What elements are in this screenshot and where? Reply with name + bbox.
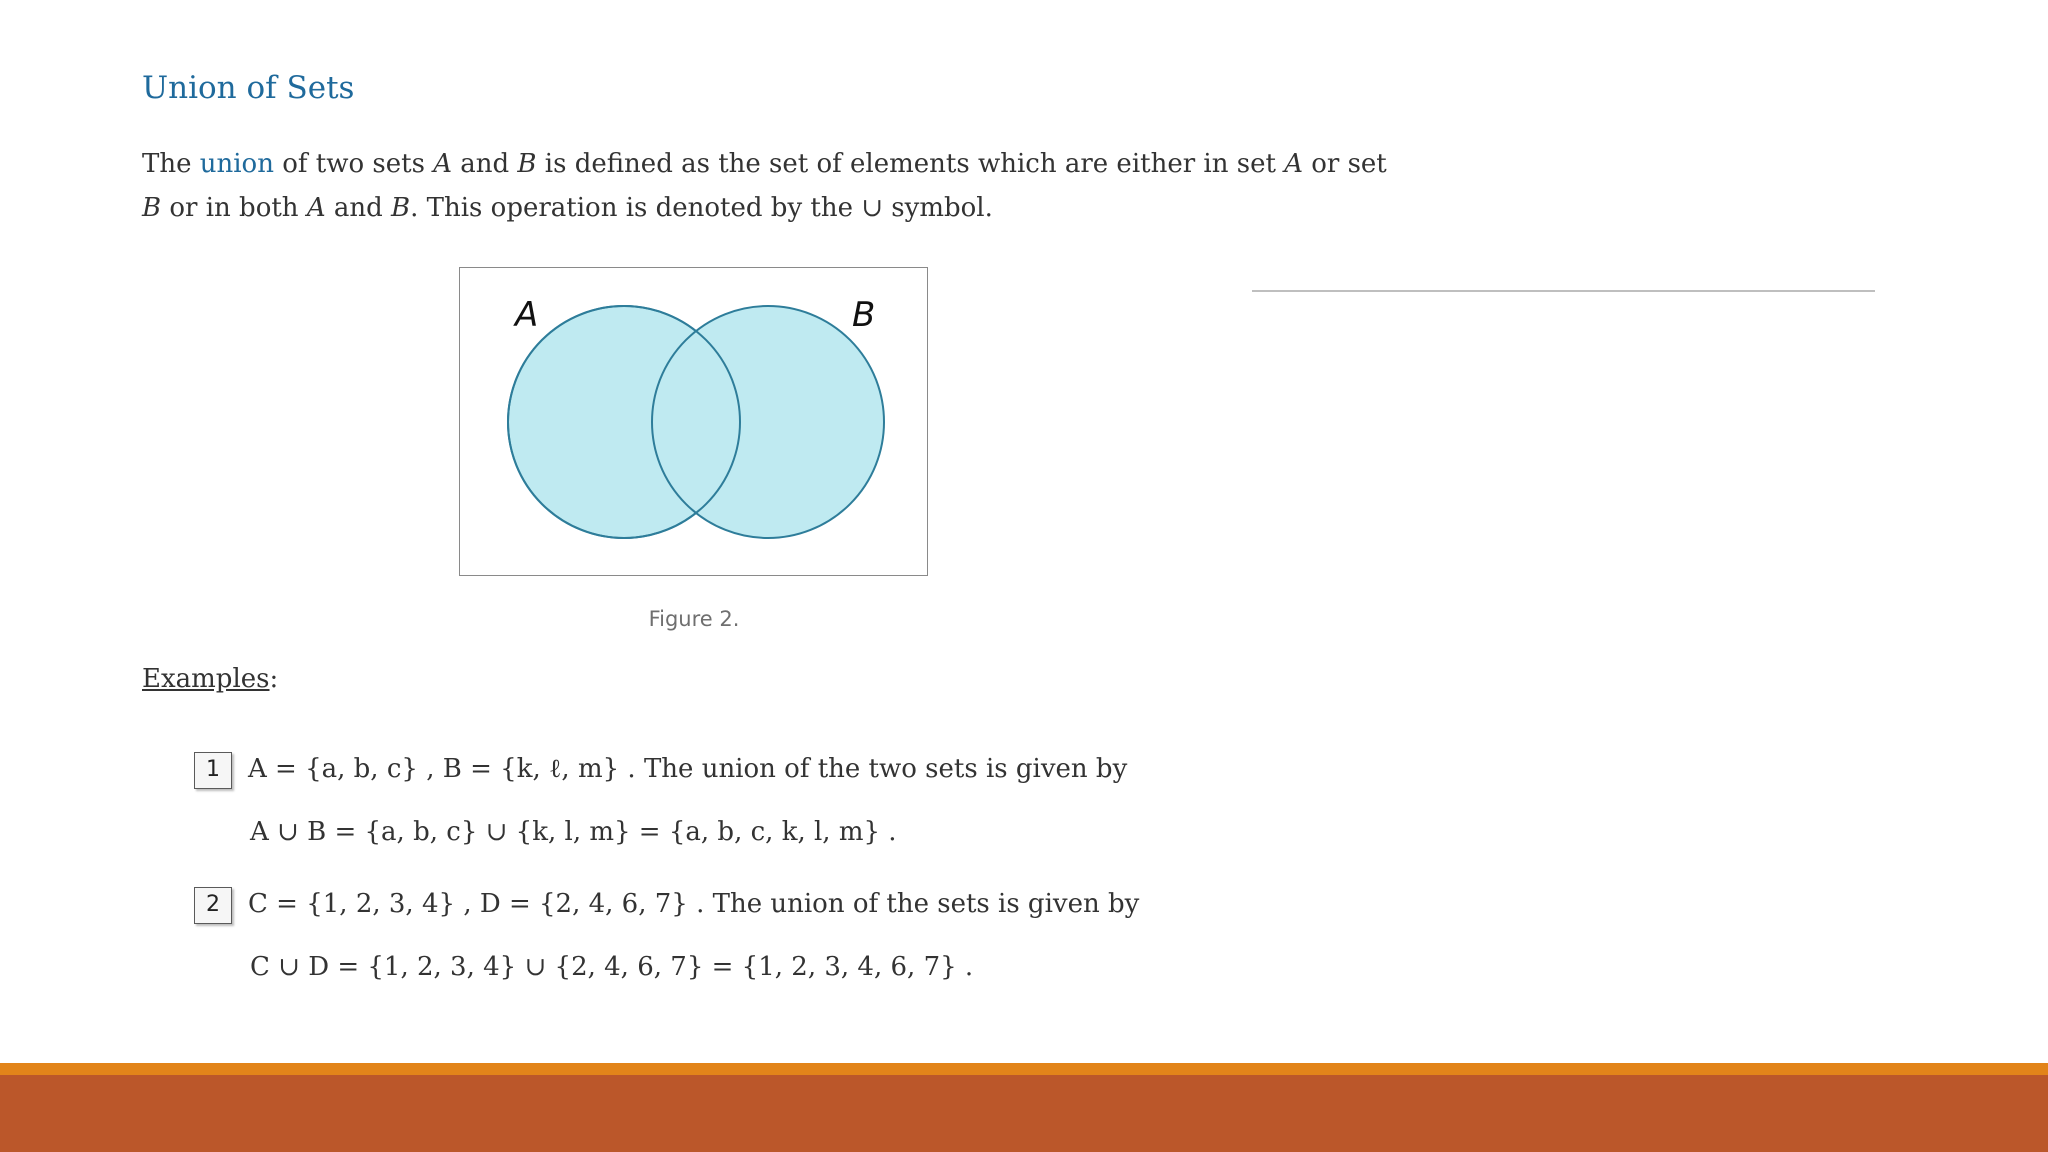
set-b-label: B (852, 295, 876, 335)
footer-accent-stripe (0, 1063, 2048, 1075)
examples-heading-label: Examples (142, 664, 270, 694)
section-title: Union of Sets (142, 70, 355, 106)
example-number-badge: 2 (194, 887, 232, 924)
text-fragment: and (325, 193, 392, 223)
footer-bar (0, 1075, 2048, 1152)
figure-caption: Figure 2. (648, 607, 740, 631)
venn-diagram-figure (459, 267, 928, 576)
venn-diagram (460, 268, 926, 574)
examples-heading-colon: : (269, 664, 279, 694)
example-1-result: A ∪ B = {a, b, c} ∪ {k, l, m} = {a, b, c, k, l, m} . (250, 817, 897, 847)
definition-line-1 (142, 142, 1387, 186)
set-a-symbol: A (433, 149, 452, 179)
text-fragment: . This operation is denoted by the ∪ symbol. (410, 193, 993, 223)
example-2-statement: C = {1, 2, 3, 4} , D = {2, 4, 6, 7} . The union of the sets is given by (248, 889, 1140, 919)
example-2-result: C ∪ D = {1, 2, 3, 4} ∪ {2, 4, 6, 7} = {1, 2, 3, 4, 6, 7} . (250, 952, 974, 982)
text-fragment: The (142, 149, 200, 179)
text-fragment: or set (1302, 149, 1387, 179)
example-number-badge: 1 (194, 752, 232, 789)
text-fragment: of two sets (273, 149, 434, 179)
set-b-symbol: B (391, 193, 411, 223)
definition-line-2 (142, 186, 1262, 230)
union-link[interactable]: union (199, 149, 274, 179)
text-fragment: and (451, 149, 518, 179)
set-a-label: A (515, 295, 539, 335)
text-fragment: is defined as the set of elements which are either in set (536, 149, 1285, 179)
example-1-statement: A = {a, b, c} , B = {k, ℓ, m} . The union of the two sets is given by (248, 754, 1128, 784)
text-fragment: or in both (161, 193, 307, 223)
set-b-circle (652, 306, 884, 538)
set-b-symbol: B (517, 149, 537, 179)
set-a-symbol: A (1284, 149, 1303, 179)
definition-paragraph (142, 142, 1387, 230)
examples-heading (142, 664, 278, 694)
set-b-symbol: B (142, 193, 162, 223)
set-a-symbol: A (306, 193, 326, 223)
horizontal-divider (1252, 290, 1875, 292)
